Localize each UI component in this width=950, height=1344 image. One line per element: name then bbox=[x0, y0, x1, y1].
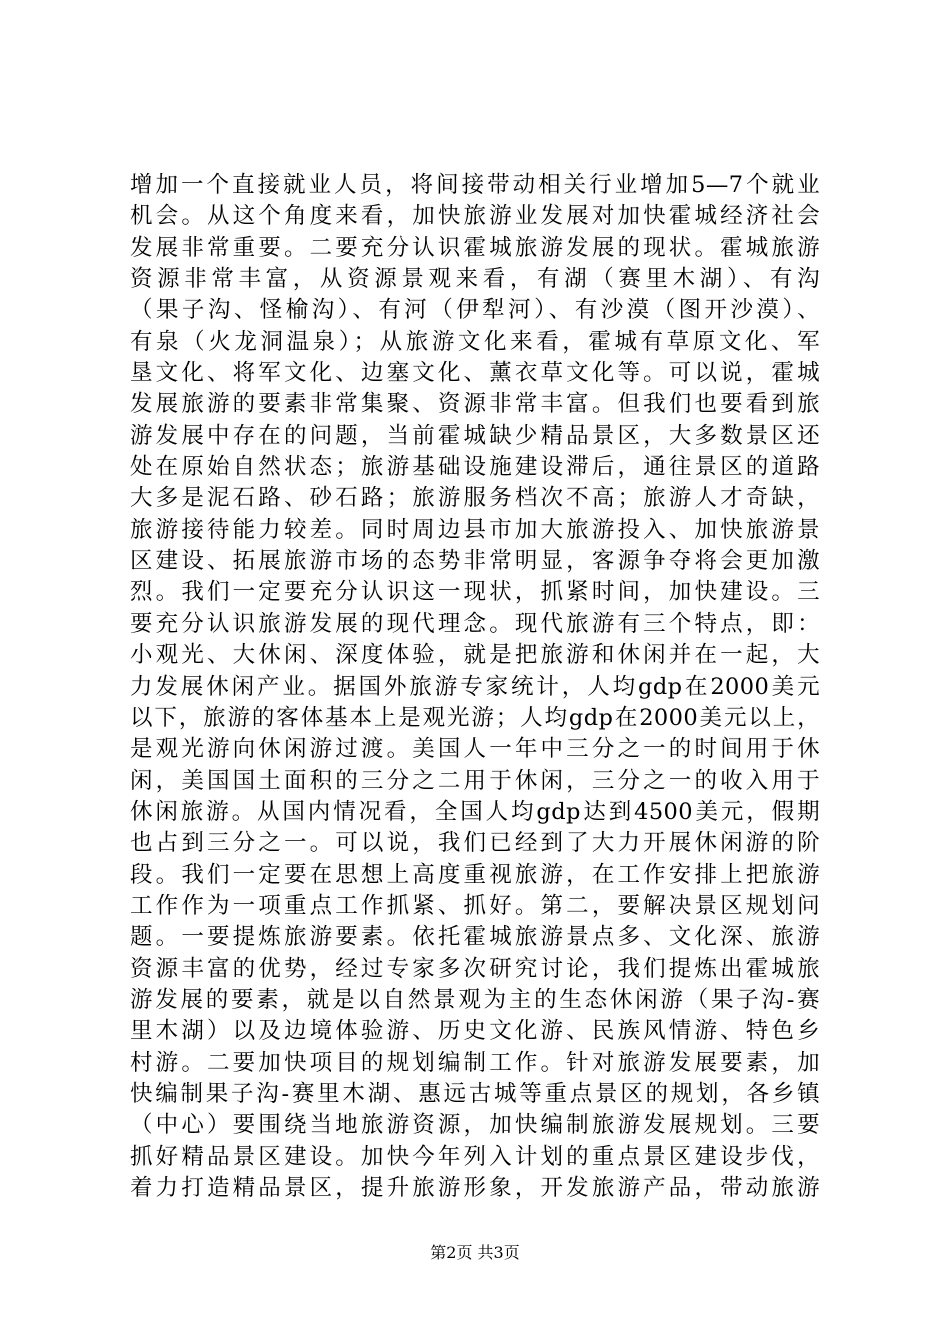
text-line: 抓好精品景区建设。加快今年列入计划的重点景区建设步伐， bbox=[130, 1143, 820, 1170]
text-line: （果子沟、怪榆沟）、有河（伊犁河）、有沙漠（图开沙漠）、 bbox=[130, 297, 820, 324]
text-line: 游发展中存在的问题，当前霍城缺少精品景区，大多数景区还 bbox=[130, 422, 820, 449]
text-line: 区建设、拓展旅游市场的态势非常明显，客源争夺将会更加激 bbox=[130, 548, 820, 575]
text-line: 旅游接待能力较差。同时周边县市加大旅游投入、加快旅游景 bbox=[130, 516, 820, 543]
text-line: 发展非常重要。二要充分认识霍城旅游发展的现状。霍城旅游 bbox=[130, 234, 820, 261]
text-line: 发展旅游的要素非常集聚、资源非常丰富。但我们也要看到旅 bbox=[130, 391, 820, 418]
text-line: 游发展的要素，就是以自然景观为主的生态休闲游（果子沟-赛 bbox=[130, 986, 820, 1013]
text-line: 是观光游向休闲游过渡。美国人一年中三分之一的时间用于休 bbox=[130, 736, 820, 763]
text-line: 也占到三分之一。可以说，我们已经到了大力开展休闲游的阶 bbox=[130, 830, 820, 857]
text-line: 要充分认识旅游发展的现代理念。现代旅游有三个特点，即： bbox=[130, 610, 820, 637]
page-number: 第2页 共3页 bbox=[430, 1243, 520, 1262]
text-line: 村游。二要加快项目的规划编制工作。针对旅游发展要素，加 bbox=[130, 1049, 820, 1076]
text-line: 烈。我们一定要充分认识这一现状，抓紧时间，加快建设。三 bbox=[130, 579, 820, 606]
text-line: 资源非常丰富，从资源景观来看，有湖（赛里木湖）、有沟 bbox=[130, 266, 820, 293]
text-line: 有泉（火龙洞温泉）；从旅游文化来看，霍城有草原文化、军 bbox=[130, 328, 820, 355]
text-line: 休闲旅游。从国内情况看，全国人均gdp达到4500美元，假期 bbox=[130, 798, 820, 825]
text-line: 资源丰富的优势，经过专家多次研究讨论，我们提炼出霍城旅 bbox=[130, 955, 820, 982]
page-footer bbox=[0, 1243, 950, 1263]
text-line: 快编制果子沟-赛里木湖、惠远古城等重点景区的规划，各乡镇 bbox=[130, 1080, 820, 1107]
text-line: 段。我们一定要在思想上高度重视旅游，在工作安排上把旅游 bbox=[130, 861, 820, 888]
text-line: 垦文化、将军文化、边塞文化、薰衣草文化等。可以说，霍城 bbox=[130, 360, 820, 387]
text-line: 着力打造精品景区，提升旅游形象，开发旅游产品，带动旅游 bbox=[130, 1175, 820, 1201]
body-text bbox=[130, 170, 820, 1204]
text-line: 闲，美国国土面积的三分之二用于休闲，三分之一的收入用于 bbox=[130, 767, 820, 794]
text-line: 力发展休闲产业。据国外旅游专家统计，人均gdp在2000美元 bbox=[130, 673, 820, 700]
text-line: 里木湖）以及边境体验游、历史文化游、民族风情游、特色乡 bbox=[130, 1018, 820, 1045]
text-line: 机会。从这个角度来看，加快旅游业发展对加快霍城经济社会 bbox=[130, 203, 820, 230]
text-line: 小观光、大休闲、深度体验，就是把旅游和休闲并在一起，大 bbox=[130, 642, 820, 669]
text-line: 大多是泥石路、砂石路；旅游服务档次不高；旅游人才奇缺， bbox=[130, 485, 820, 512]
text-line: 以下，旅游的客体基本上是观光游；人均gdp在2000美元以上， bbox=[130, 704, 820, 731]
text-line: 处在原始自然状态；旅游基础设施建设滞后，通往景区的道路 bbox=[130, 454, 820, 481]
text-line: 增加一个直接就业人员，将间接带动相关行业增加5—7个就业 bbox=[130, 172, 820, 198]
text-line: 工作作为一项重点工作抓紧、抓好。第二，要解决景区规划问 bbox=[130, 892, 820, 919]
text-line: 题。一要提炼旅游要素。依托霍城旅游景点多、文化深、旅游 bbox=[130, 924, 820, 951]
text-line: （中心）要围绕当地旅游资源，加快编制旅游发展规划。三要 bbox=[130, 1112, 820, 1139]
